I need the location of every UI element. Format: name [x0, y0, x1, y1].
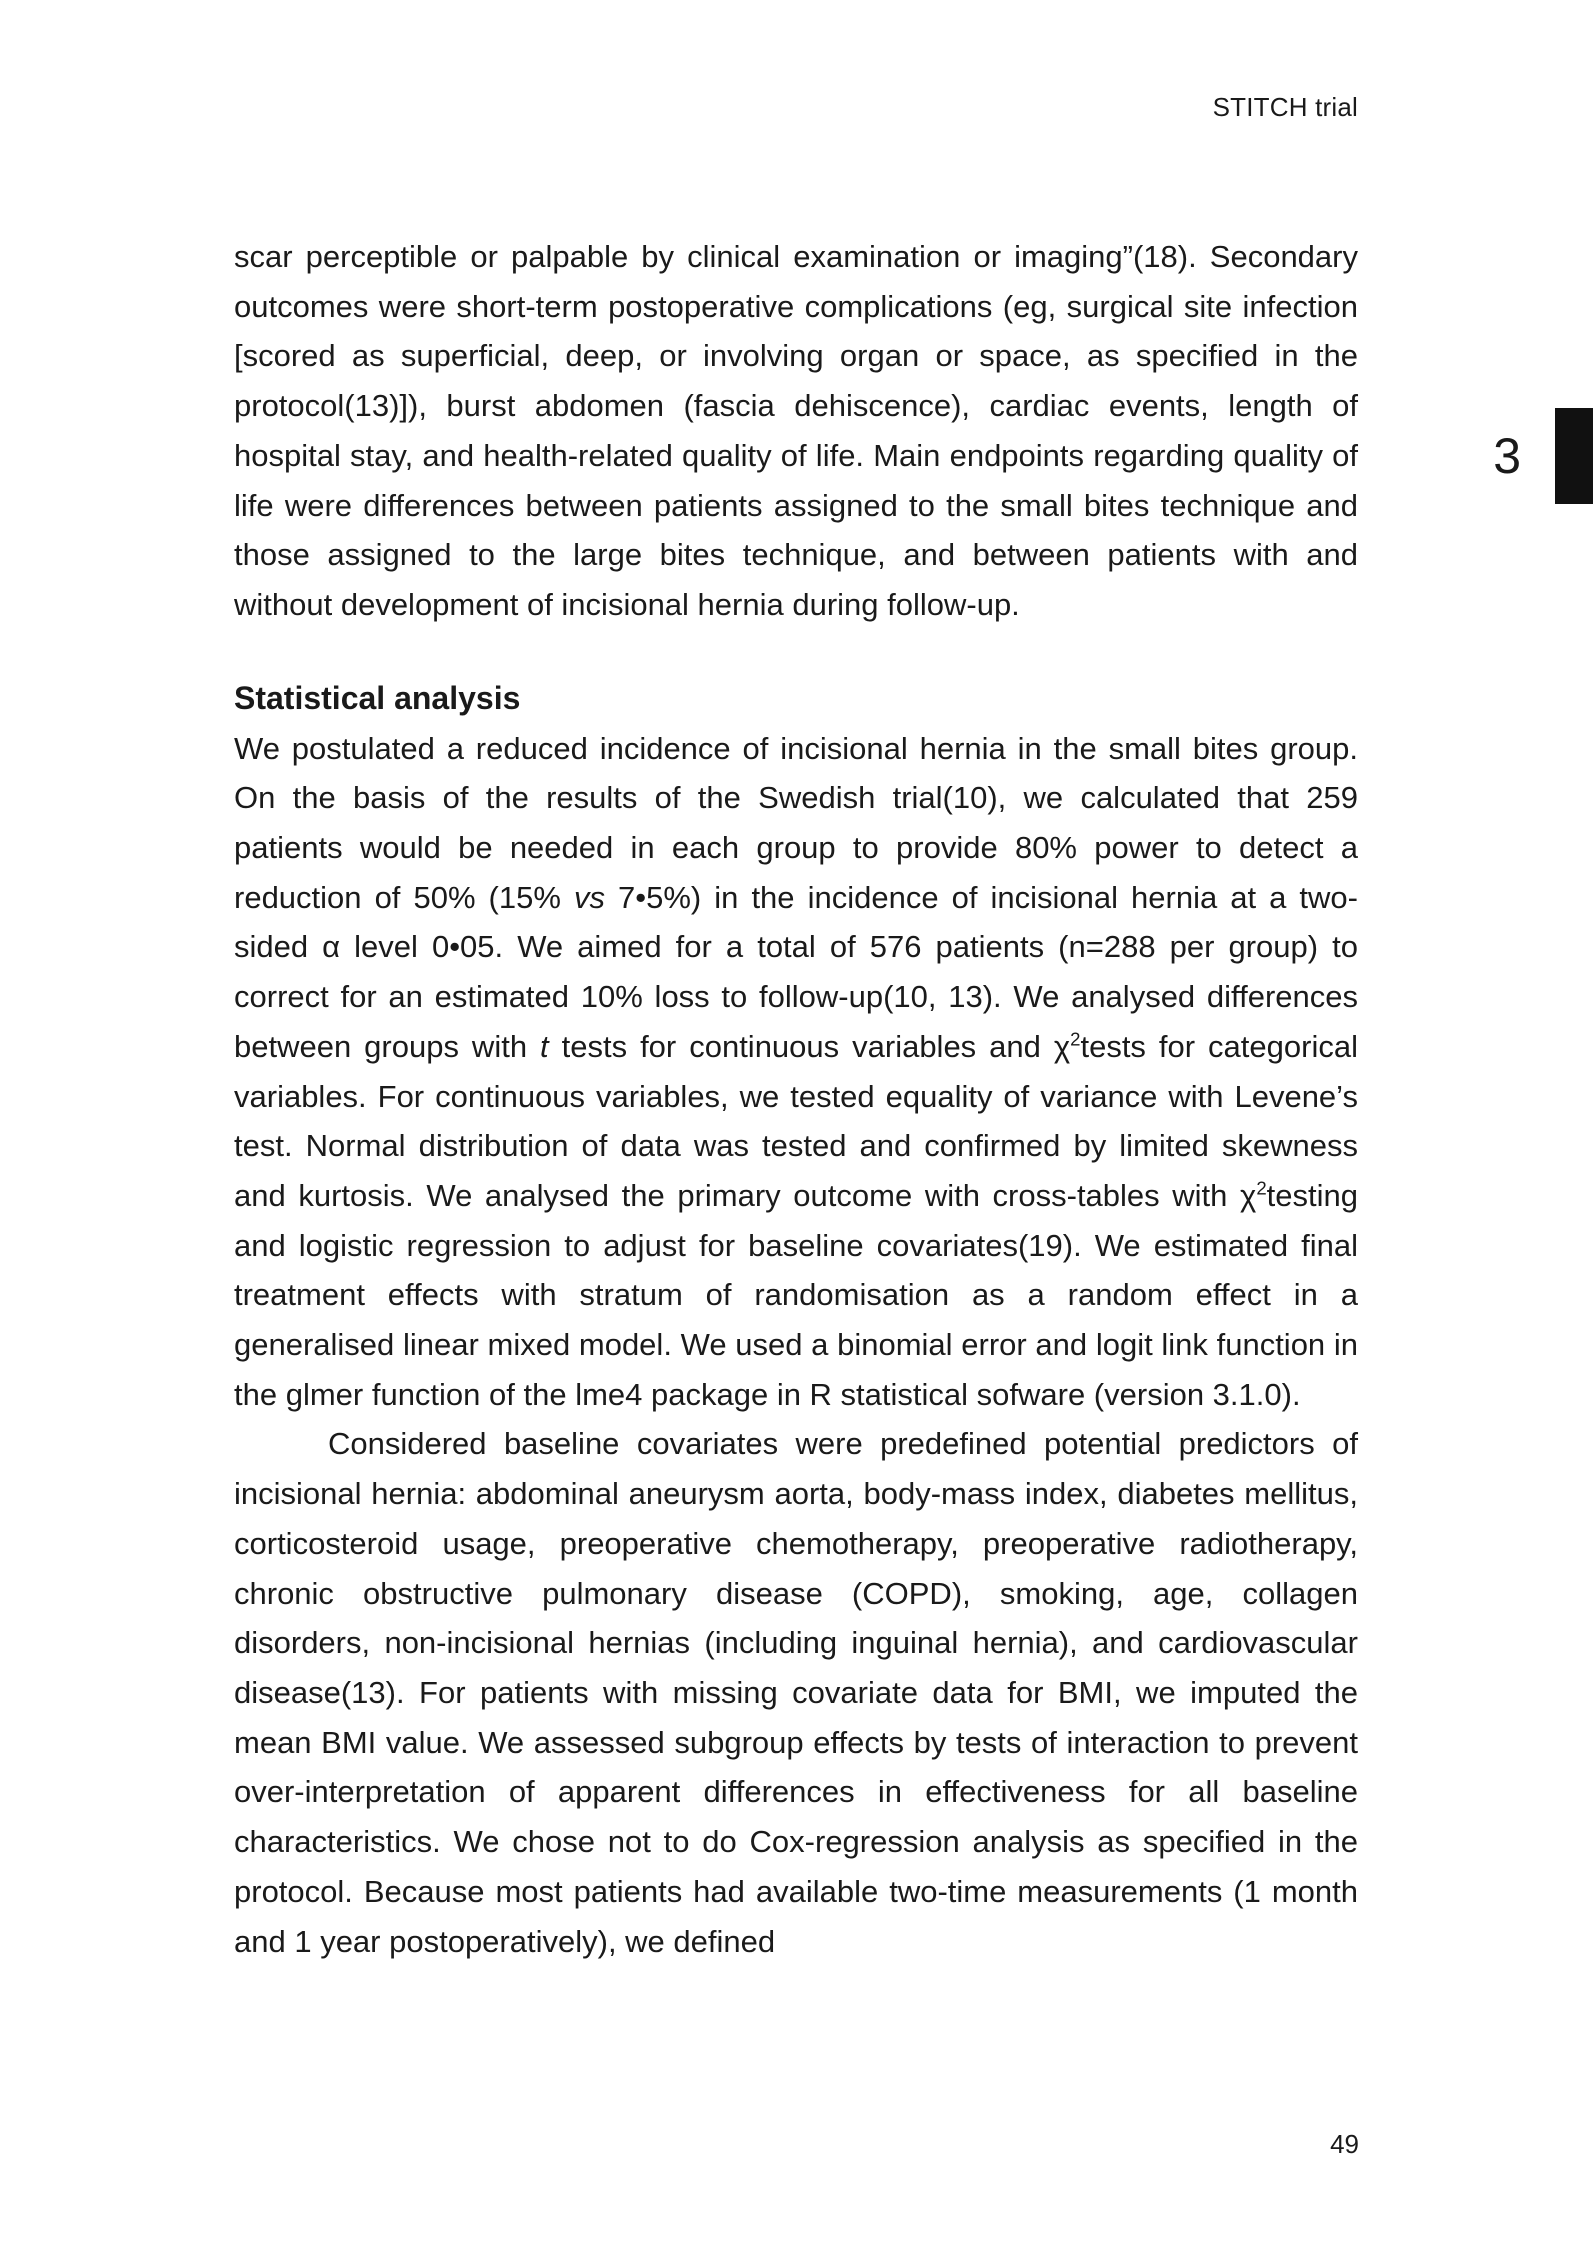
running-header: STITCH trial — [1212, 92, 1358, 122]
continuation-paragraph: scar perceptible or palpable by clinical examination or imaging”(18). Secondary outcomes were short-term postoperative complications (eg, surgical site infection [scored as superficial, deep, or involving organ or space, as specified in the protocol(13)]), burst abdomen (fascia dehiscence), cardiac events, length of hospital stay, and health-related quality of life. Main endpoints regarding quality of life were differences between patients assigned to the small bites technique and those assigned to the large bites technique, and between patients with and without development of incisional hernia during follow-up. — [234, 239, 1358, 622]
statistical-analysis-paragraph — [234, 724, 1358, 1420]
section-heading: Statistical analysis — [234, 679, 521, 716]
body-text — [234, 232, 1358, 1966]
page-number: 49 — [1330, 2129, 1359, 2159]
superscript: 2 — [1070, 1028, 1081, 1050]
chapter-tab — [1493, 408, 1593, 504]
text-segment: We postulated a reduced incidence of incisional hernia in the small bites group. On the basis of the results of the Swedish trial(10), we calculated that 259 patients would be needed in each group to provide 80% power to detect a reduction of 50% (15% — [234, 730, 1358, 915]
italic-t: t — [540, 1028, 549, 1064]
italic-vs: vs — [573, 879, 605, 915]
chapter-number: 3 — [1493, 428, 1521, 484]
text-segment: 7•5%) in the incidence of incisional hernia at a two-sided α level 0•05. We aimed for a total of 576 patients (n=288 per group) to correct for an estimated 10% loss to follow-up(10, 13). We analysed differences between groups with — [234, 879, 1359, 1064]
superscript: 2 — [1256, 1177, 1267, 1199]
text-segment: tests for categorical variables. For continuous variables, we tested equality of variance with Levene’s test. Normal distribution of data was tested and confirmed by limited skewness and kurtosis. We analysed the primary outcome with cross-tables with χ — [234, 1028, 1358, 1213]
text-segment: tests for continuous variables and χ — [548, 1028, 1071, 1064]
chapter-bar — [1555, 408, 1593, 504]
covariates-paragraph: Considered baseline covariates were predefined potential predictors of incisional hernia: abdominal aneurysm aorta, body-mass index, diabetes mellitus, corticosteroid usage, preoperative chemotherapy, preoperative radiotherapy, chronic obstructive pulmonary disease (COPD), smoking, age, collagen disorders, non-incisional hernias (including inguinal hernia), and cardiovascular disease(13). For patients with missing covariate data for BMI, we imputed the mean BMI value. We assessed subgroup effects by tests of interaction to prevent over-interpretation of apparent differences in effectiveness for all baseline characteristics. We chose not to do Cox-regression analysis as specified in the protocol. Because most patients had available two-time measurements (1 month and 1 year postoperatively), we defined — [234, 1426, 1358, 1959]
text-segment: testing and logistic regression to adjust for baseline covariates(19). We estimated final treatment effects with stratum of randomisation as a random effect in a generalised linear mixed model. We used a binomial error and logit link function in the glmer function of the lme4 package in R statistical sofware (version 3.1.0). — [234, 1177, 1358, 1412]
